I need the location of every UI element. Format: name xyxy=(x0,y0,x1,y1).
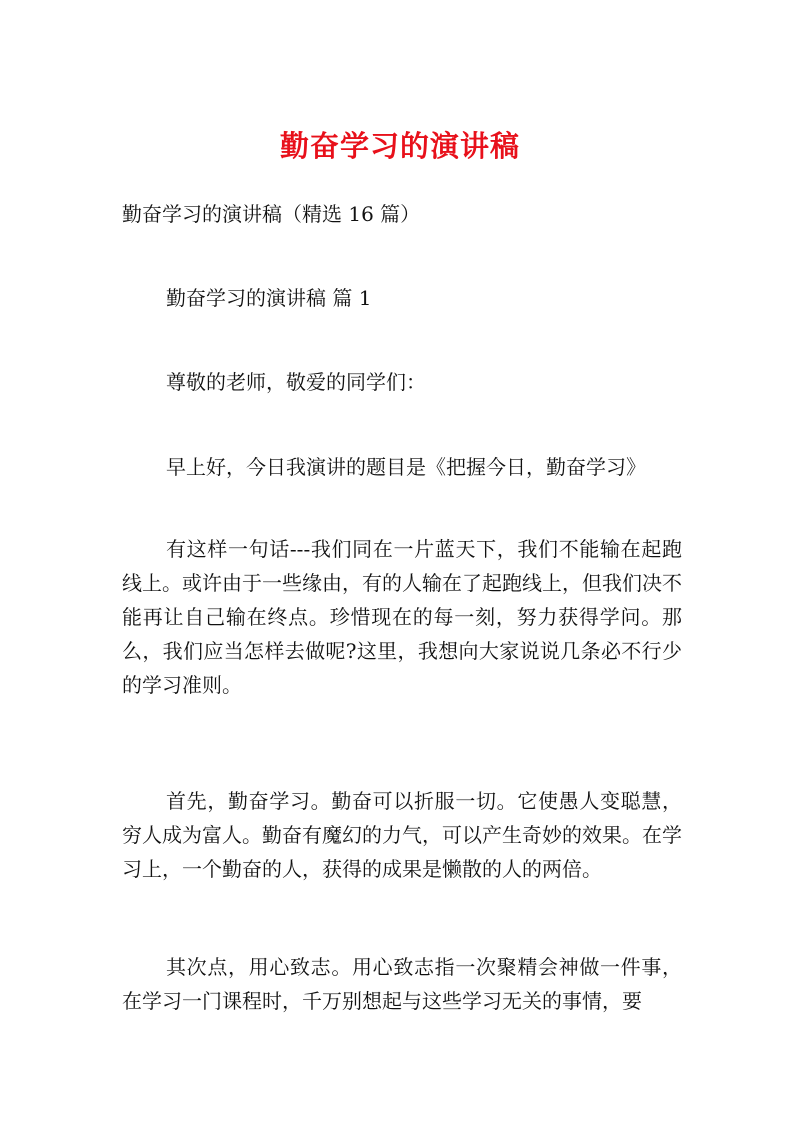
greeting-line: 尊敬的老师，敬爱的同学们： xyxy=(166,370,426,394)
opening-line: 早上好，今日我演讲的题目是《把握今日，勤奋学习》 xyxy=(166,455,646,479)
section-heading: 勤奋学习的演讲稿 篇 1 xyxy=(166,286,372,310)
document-subtitle: 勤奋学习的演讲稿（精选 16 篇） xyxy=(122,202,421,226)
body-paragraph-3: 其次点，用心致志。用心致志指一次聚精会神做一件事，在学习一门课程时，千万别想起与这些学习无关的事情，要 xyxy=(122,955,682,1013)
document-title: 勤奋学习的演讲稿 xyxy=(279,129,520,163)
body-paragraph-1: 有这样一句话---我们同在一片蓝天下，我们不能输在起跑线上。或许由于一些缘由，有的人输在了起跑线上，但我们决不能再让自己输在终点。珍惜现在的每一刻，努力获得学问。那么，我们应当怎样去做呢?这里，我想向大家说说几条必不行少的学习准则。 xyxy=(122,537,682,697)
body-paragraph-2: 首先，勤奋学习。勤奋可以折服一切。它使愚人变聪慧，穷人成为富人。勤奋有魔幻的力气，可以产生奇妙的效果。在学习上，一个勤奋的人，获得的成果是懒散的人的两倍。 xyxy=(122,789,682,881)
